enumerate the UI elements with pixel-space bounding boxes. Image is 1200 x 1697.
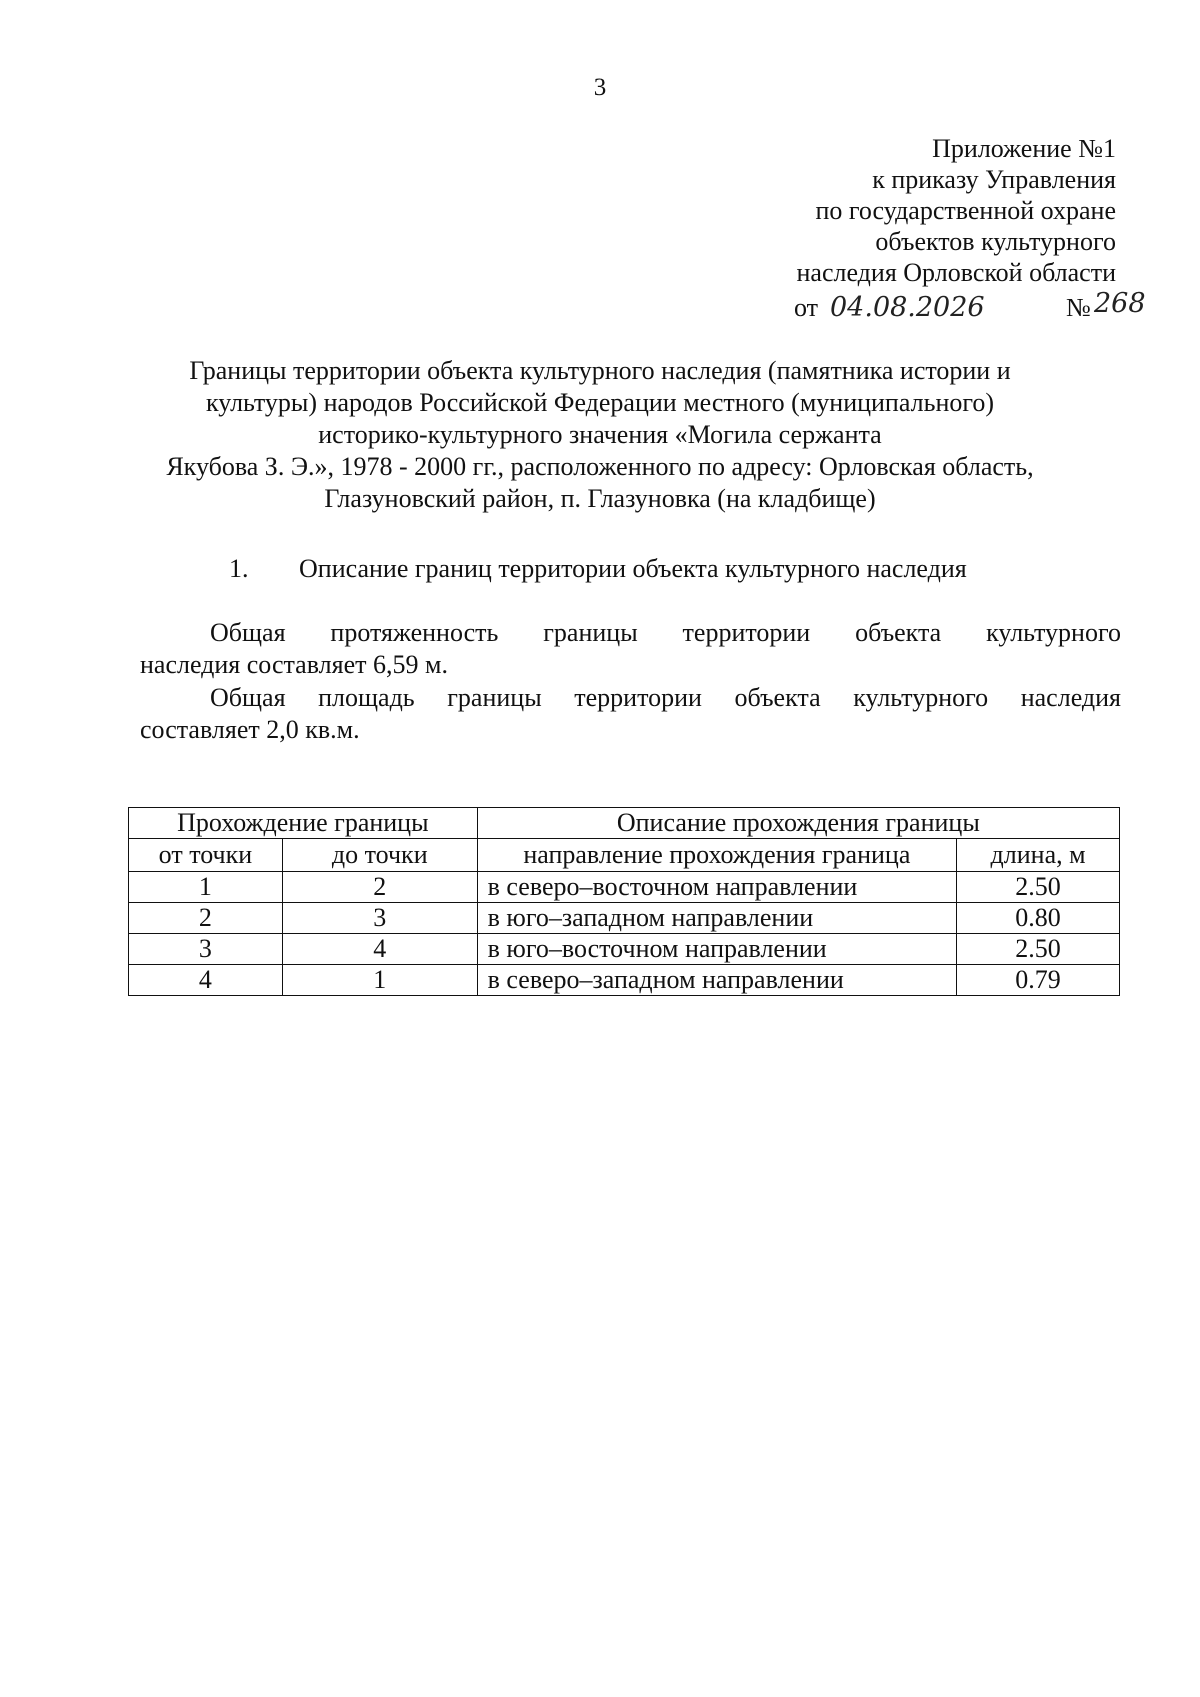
title-line: культуры) народов Российской Федерации местного (муниципального) <box>205 388 995 417</box>
cell-from: 3 <box>129 934 283 965</box>
cell-to: 1 <box>282 965 477 996</box>
area-paragraph <box>140 682 1121 746</box>
header-from-point: от точки <box>129 839 283 872</box>
document-title <box>120 355 1080 515</box>
cell-from: 2 <box>129 903 283 934</box>
table-row <box>129 934 1120 965</box>
length-paragraph <box>140 617 1121 681</box>
cell-from: 4 <box>129 965 283 996</box>
cell-length: 0.80 <box>957 903 1120 934</box>
header-direction: направление прохождения граница <box>477 839 956 872</box>
table-row <box>129 965 1120 996</box>
cell-direction: в северо–восточном направлении <box>477 872 956 903</box>
cell-to: 4 <box>282 934 477 965</box>
section-number: 1. <box>229 554 249 583</box>
cell-to: 3 <box>282 903 477 934</box>
cell-from: 1 <box>129 872 283 903</box>
cell-length: 0.79 <box>957 965 1120 996</box>
handwritten-number: 268 <box>1094 288 1146 319</box>
title-line: историко-культурного значения «Могила сержанта <box>318 420 882 449</box>
paragraph-line: Общая площадь границы территории объекта культурного наследия <box>210 683 1121 712</box>
annex-line: Приложение №1 <box>932 134 1116 163</box>
table-row <box>129 872 1120 903</box>
table-row <box>129 903 1120 934</box>
title-line: Границы территории объекта культурного наследия (памятника истории и <box>189 356 1011 385</box>
order-date-number <box>794 288 1146 323</box>
cell-length: 2.50 <box>957 872 1120 903</box>
annex-line: наследия Орловской области <box>796 258 1116 287</box>
annex-line: по государственной охране <box>815 196 1116 225</box>
paragraph-line: Общая протяженность границы территории объекта культурного <box>210 618 1121 647</box>
paragraph-line: наследия составляет 6,59 м. <box>140 650 448 679</box>
section-title: Описание границ территории объекта культурного наследия <box>299 554 967 583</box>
title-line: Якубова З. Э.», 1978 - 2000 гг., расположенного по адресу: Орловская область, <box>166 452 1034 481</box>
cell-direction: в северо–западном направлении <box>477 965 956 996</box>
annex-line: к приказу Управления <box>872 165 1116 194</box>
header-to-point: до точки <box>282 839 477 872</box>
annex-block <box>797 133 1116 288</box>
page-number: 3 <box>593 74 607 101</box>
cell-direction: в юго–восточном направлении <box>477 934 956 965</box>
group-header-passage: Прохождение границы <box>129 808 478 839</box>
section-heading <box>229 554 967 584</box>
annex-line: объектов культурного <box>875 227 1116 256</box>
cell-length: 2.50 <box>957 934 1120 965</box>
group-header-description: Описание прохождения границы <box>477 808 1119 839</box>
date-prefix: от <box>794 293 819 322</box>
number-label: № <box>1066 293 1091 322</box>
table-group-header-row <box>129 808 1120 839</box>
paragraph-line: составляет 2,0 кв.м. <box>140 715 360 744</box>
boundary-table <box>128 807 1120 996</box>
handwritten-date: 04.08.2026 <box>830 292 985 323</box>
header-length: длина, м <box>957 839 1120 872</box>
title-line: Глазуновский район, п. Глазуновка (на кладбище) <box>324 484 876 513</box>
cell-direction: в юго–западном направлении <box>477 903 956 934</box>
cell-to: 2 <box>282 872 477 903</box>
table-sub-header-row <box>129 839 1120 872</box>
